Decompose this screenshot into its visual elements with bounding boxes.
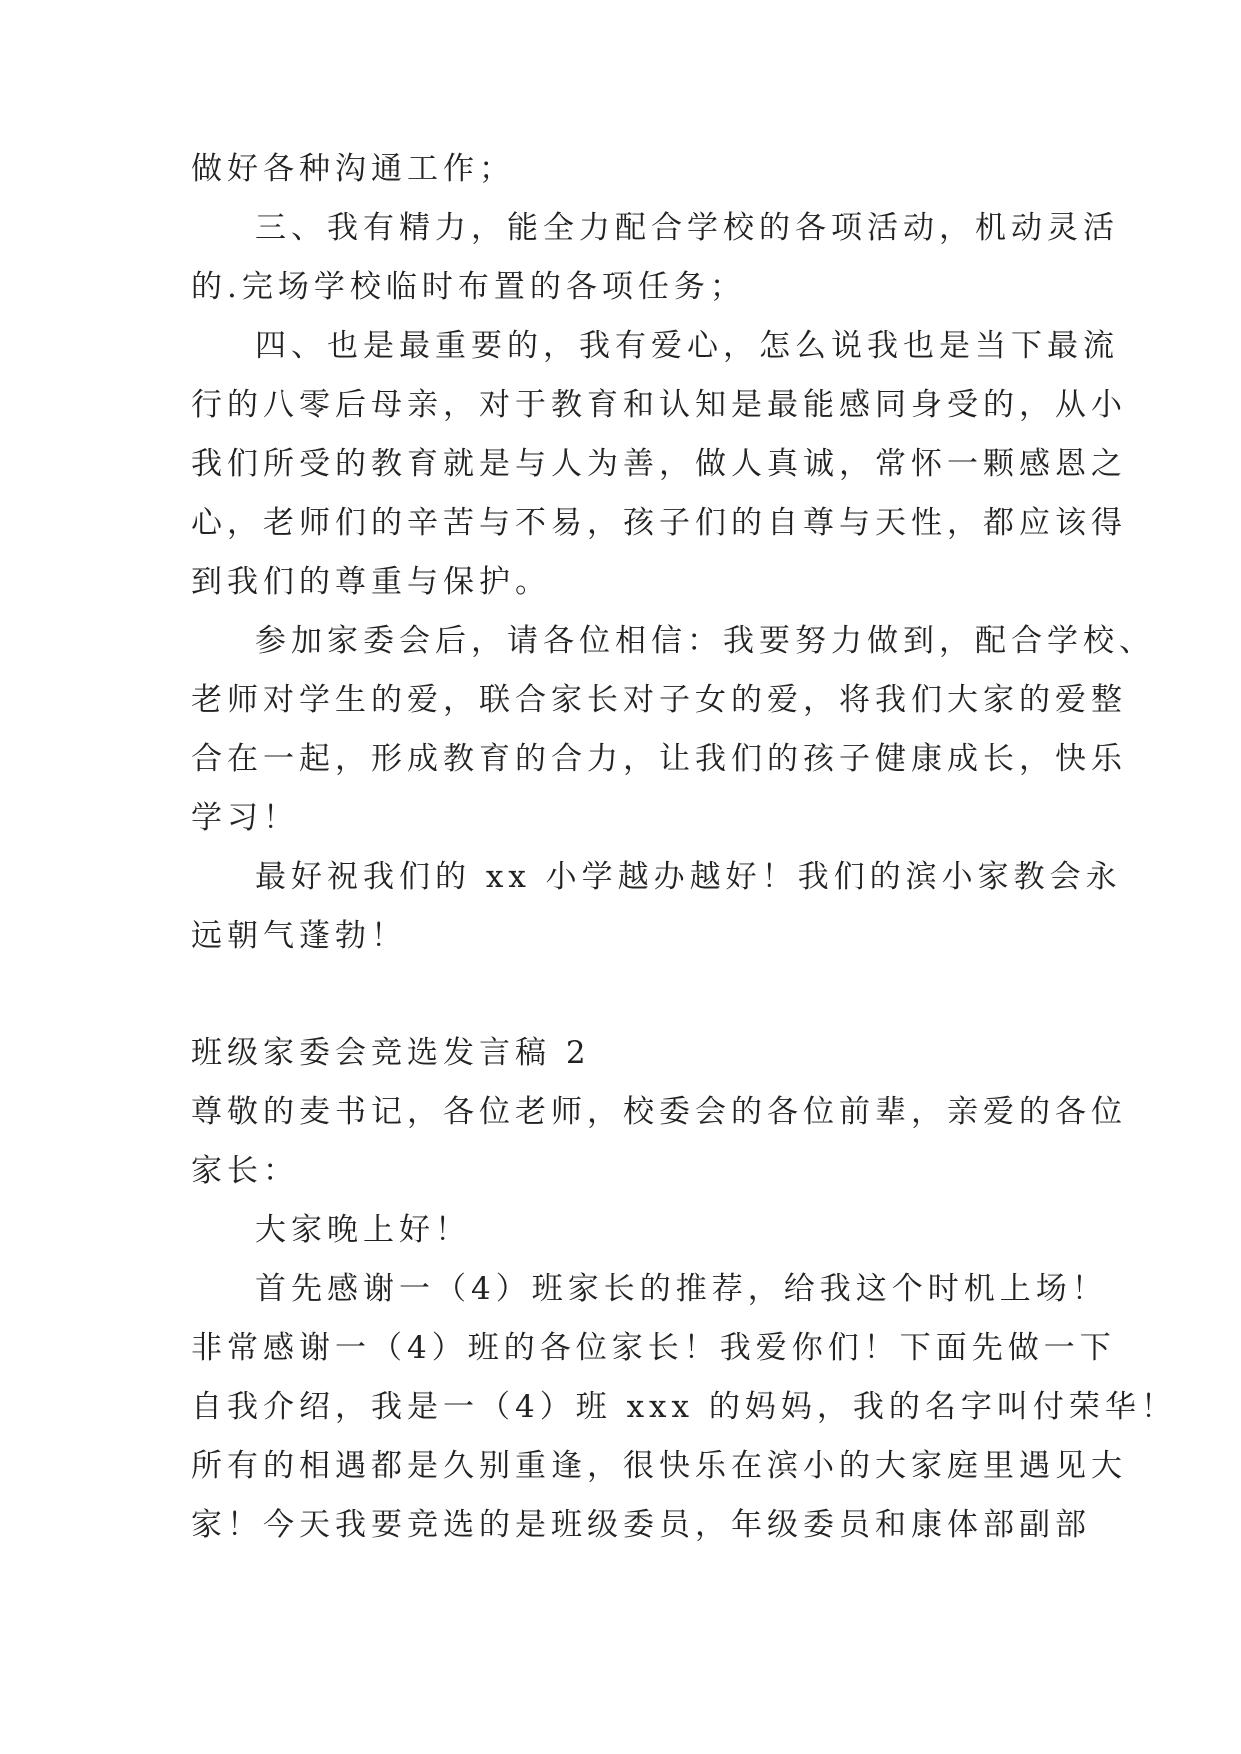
text-line: 三、我有精力，能全力配合学校的各项活动，机动灵活 xyxy=(255,210,1119,246)
text-line: 所有的相遇都是久别重逢，很快乐在滨小的大家庭里遇见大 xyxy=(191,1448,1127,1484)
text-line: 做好各种沟通工作； xyxy=(191,151,515,187)
text-line: 大家晚上好！ xyxy=(255,1212,471,1248)
text-line: 行的八零后母亲，对于教育和认知是最能感同身受的，从小 xyxy=(191,387,1127,423)
section-heading: 班级家委会竞选发言稿 2 xyxy=(191,1035,591,1071)
text-line: 合在一起，形成教育的合力，让我们的孩子健康成长，快乐 xyxy=(191,741,1127,777)
text-line: 四、也是最重要的，我有爱心，怎么说我也是当下最流 xyxy=(255,328,1119,364)
text-line: 非常感谢一（4）班的各位家长！我爱你们！下面先做一下 xyxy=(191,1330,1116,1366)
text-line: 家长： xyxy=(191,1153,299,1189)
text-line: 远朝气蓬勃！ xyxy=(191,918,407,954)
text-line: 自我介绍，我是一（4）班 xxx 的妈妈，我的名字叫付荣华！ xyxy=(191,1389,1177,1425)
text-line: 到我们的尊重与保护。 xyxy=(191,564,551,600)
text-line: 学习！ xyxy=(191,800,299,836)
text-line: 最好祝我们的 xx 小学越办越好！我们的滨小家教会永 xyxy=(255,859,1122,895)
text-line: 家！今天我要竞选的是班级委员，年级委员和康体部副部 xyxy=(191,1507,1091,1543)
text-line: 心，老师们的辛苦与不易，孩子们的自尊与天性，都应该得 xyxy=(191,505,1127,541)
text-line: 的.完场学校临时布置的各项任务； xyxy=(191,269,746,305)
text-line: 尊敬的麦书记，各位老师，校委会的各位前辈，亲爱的各位 xyxy=(191,1094,1127,1130)
text-line: 我们所受的教育就是与人为善，做人真诚，常怀一颗感恩之 xyxy=(191,446,1127,482)
text-line: 参加家委会后，请各位相信：我要努力做到，配合学校、 xyxy=(255,623,1155,659)
text-line: 老师对学生的爱，联合家长对子女的爱，将我们大家的爱整 xyxy=(191,682,1127,718)
text-line: 首先感谢一（4）班家长的推荐，给我这个时机上场！ xyxy=(255,1271,1108,1307)
